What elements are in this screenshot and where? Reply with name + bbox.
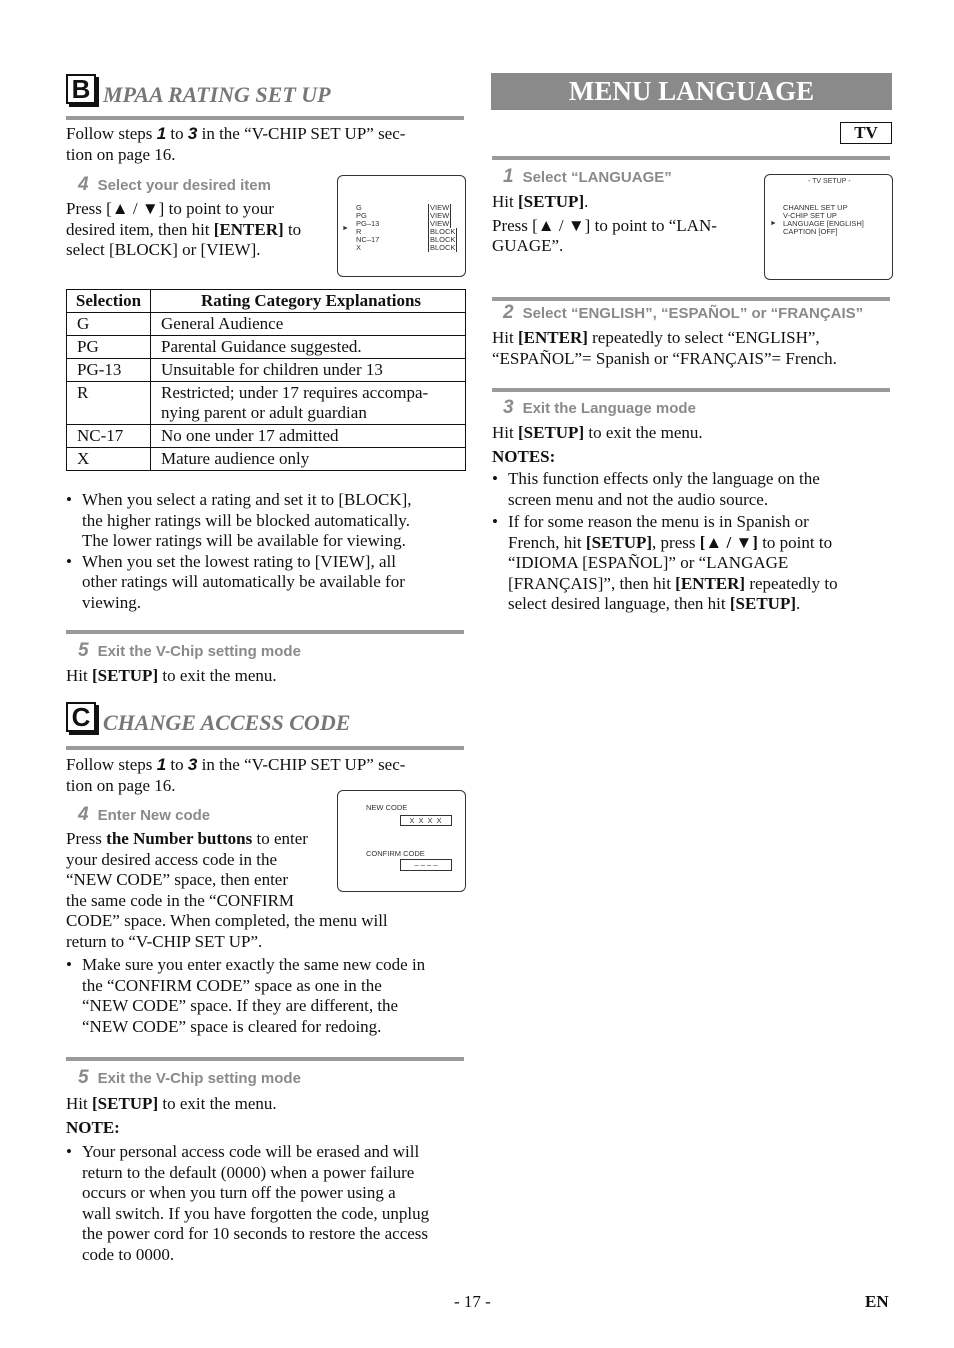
ml-step2-rule [492,297,890,301]
table-row: PG-13 Unsuitable for children under 13 [67,359,466,382]
table-row: X Mature audience only [67,448,466,471]
ml-step3-heading: 3 Exit the Language mode [503,397,696,418]
list-item: • This function effects only the language on the screen menu and not the audio source. [492,469,892,510]
rating-screen-label: X [356,243,362,252]
rating-screen-label: NC–17 [356,235,380,244]
section-c-bullet [66,955,466,1037]
rating-table [66,289,466,471]
rating-screen-label: PG [356,211,367,220]
menu-item-channel-setup: CHANNEL SET UP [783,203,848,212]
section-c-step4-heading: 4 Enter New code [78,804,211,825]
list-item: • Your personal access code will be erased and will return to the default (0000) when a power failure occurs or when you turn off the power using a wall switch. If you have forgotten the code, unplug the power cord for 10 seconds to restore the access code to 0000. [66,1142,466,1265]
page-number: - 17 - [454,1292,491,1311]
section-c-title: CHANGE ACCESS CODE [103,710,351,735]
rating-screen-value[interactable]: BLOCK [430,227,456,236]
section-c-step5-rule [66,1057,464,1061]
ml-step3-text: Hit [SETUP] to exit the menu. NOTES: [492,423,703,466]
section-b-step5-rule [66,630,464,634]
new-code-field[interactable]: X X X X [400,815,452,826]
list-item: • If for some reason the menu is in Spanish or French, hit [SETUP], press [▲ / ▼] to point to “IDIOMA [ESPAÑOL]” or “LANGAGE [FRANÇAIS]”, then hit [ENTER] repeatedly to select desired language, then hit [SETUP]. [492,512,892,615]
table-row: NC-17 No one under 17 admitted [67,425,466,448]
tv-setup-screen [764,174,893,280]
rating-screen-value[interactable]: VIEW [430,219,450,228]
section-b-step5-text: Hit [SETUP] to exit the menu. [66,666,277,685]
list-item: • When you set the lowest rating to [VIEW], all other ratings will automatically be available for viewing. [66,552,466,614]
rating-table-header: Rating Category Explanations [151,290,466,313]
tv-setup-title: - TV SETUP - [808,178,851,185]
notes-label: NOTES: [492,446,556,466]
language-code: EN [865,1292,889,1311]
access-code-screen [337,790,466,892]
ml-step1-text: Hit [SETUP]. Press [▲ / ▼] to point to “LAN- GUAGE”. [492,192,717,255]
ml-step2-text: Hit [ENTER] repeatedly to select “ENGLISH”, “ESPAÑOL”= Spanish or “FRANÇAIS”= French. [492,328,837,368]
rating-screen-value[interactable]: BLOCK [430,243,456,252]
rating-table-header: Selection [67,290,151,313]
ml-step3-rule [492,388,890,392]
section-b-rule [66,116,464,120]
rating-pointer: ► [342,225,349,232]
rating-screen-value[interactable]: BLOCK [430,235,456,244]
rating-screen-value[interactable]: VIEW [430,203,450,212]
section-c-step4-text: Press the Number buttons to enter your desired access code in the “NEW CODE” space, then enter the same code in the “CONFIRM CODE” space. When completed, the menu will return to “V-CHIP SET UP”. [66,829,388,951]
new-code-label: NEW CODE [366,803,408,812]
section-c-step5-heading: 5 Exit the V-Chip setting mode [78,1067,301,1088]
confirm-code-field[interactable]: – – – – [400,859,452,871]
table-row: G General Audience [67,313,466,336]
section-b-step4-heading: 4 Select your desired item [78,174,271,195]
section-b-title: MPAA RATING SET UP [103,82,331,107]
section-c-badge: C [66,702,96,732]
ml-step1-rule [492,156,890,160]
list-item: • When you select a rating and set it to [BLOCK], the higher ratings will be blocked automatically. The lower ratings will be available for viewing. [66,490,466,552]
table-row: R Restricted; under 17 requires accompa- nying parent or adult guardian [67,382,466,425]
note-label: NOTE: [66,1117,120,1137]
rating-screen-label: R [356,227,362,236]
table-row: PG Parental Guidance suggested. [67,336,466,359]
language-pointer: ► [770,220,777,227]
menu-item-vchip-setup: V-CHIP SET UP [783,211,837,220]
menu-item-caption: CAPTION [OFF] [783,227,838,236]
section-b-intro: Follow steps 1 to 3 in the “V-CHIP SET UP” sec- tion on page 16. [66,124,406,164]
section-c-note [66,1142,466,1265]
confirm-code-label: CONFIRM CODE [366,849,425,858]
menu-language-banner: MENU LANGUAGE [491,73,892,110]
list-item: • Make sure you enter exactly the same new code in the “CONFIRM CODE” space as one in the “NEW CODE” space. If they are different, the “NEW CODE” space is cleared for redoing. [66,955,466,1037]
menu-item-language: LANGUAGE [ENGLISH] [783,219,864,228]
rating-screen-label: PG–13 [356,219,380,228]
rating-screen-value[interactable]: VIEW [430,211,450,220]
section-b-step4-text: Press [▲ / ▼] to point to your desired item, then hit [ENTER] to select [BLOCK] or [VIEW]. [66,199,302,259]
section-c-rule [66,746,464,750]
rating-screen-label: G [356,203,362,212]
section-b-badge: B [66,74,96,104]
section-c-intro: Follow steps 1 to 3 in the “V-CHIP SET UP” sec- tion on page 16. [66,755,406,795]
section-b-step5-heading: 5 Exit the V-Chip setting mode [78,640,301,661]
ml-notes [492,469,892,615]
rating-screen [337,175,466,277]
section-b-bullets [66,490,466,613]
section-c-step5-text: Hit [SETUP] to exit the menu. NOTE: [66,1094,277,1137]
ml-step2-heading: 2 Select “ENGLISH”, “ESPAÑOL” or “FRANÇAIS” [503,302,864,323]
ml-step1-heading: 1 Select “LANGUAGE” [503,166,672,187]
tv-badge: TV [840,122,892,144]
